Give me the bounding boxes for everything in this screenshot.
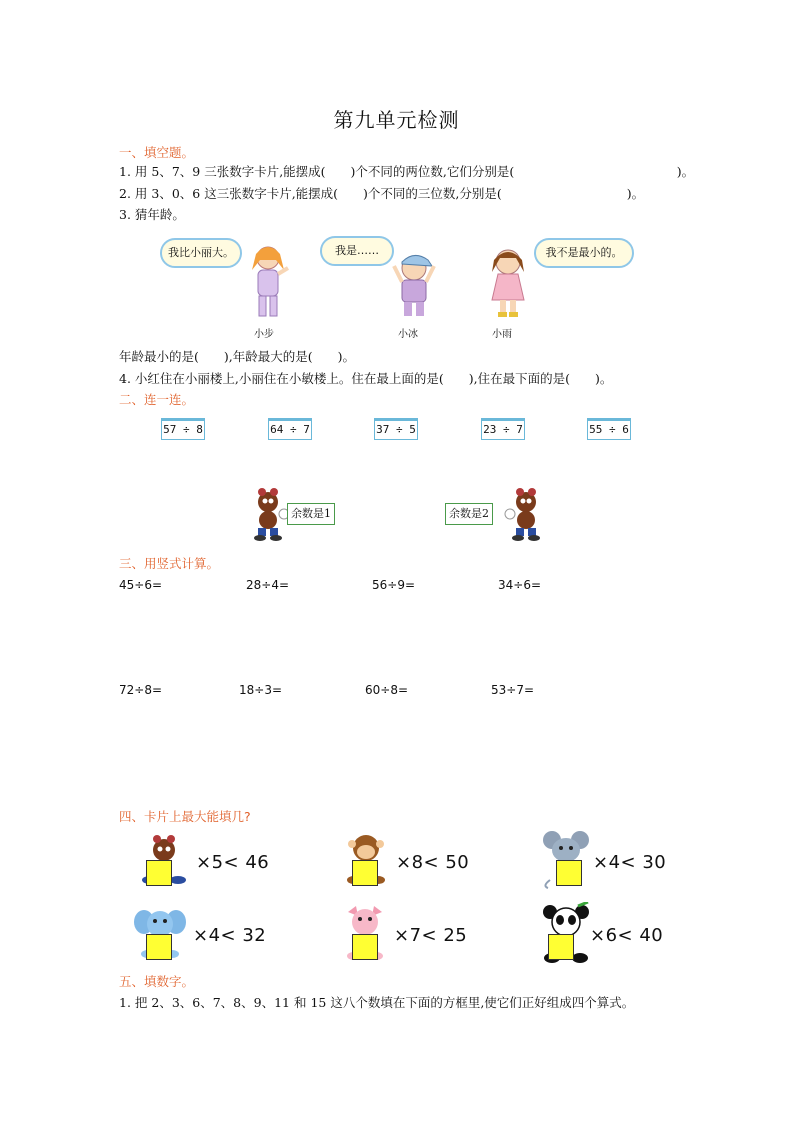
kid-label-1: 小步 [254,329,274,340]
division-card-3[interactable]: 37 ÷ 5 [374,418,418,440]
answer-box-5[interactable] [352,934,378,960]
speech-bubble-3: 我不是最小的。 [534,238,634,268]
section-4-heading: 四、卡片上最大能填几? [119,809,251,824]
answer-box-3[interactable] [556,860,582,886]
question-2: 2. 用 3、0、6 这三张数字卡片,能摆成( )个不同的三位数,分别是( )。 [119,186,645,201]
remainder-2-card[interactable]: 余数是2 [445,503,493,525]
question-1: 1. 用 5、7、9 三张数字卡片,能摆成( )个不同的两位数,它们分别是( )。 [119,164,695,179]
section-5-question-1: 1. 把 2、3、6、7、8、9、11 和 15 这八个数填在下面的方框里,使它们正好组成四个算式。 [119,995,635,1010]
speech-bubble-2: 我是…… [320,236,394,266]
boy-icon [386,248,446,320]
calc-6: 18÷3= [239,683,283,697]
girl-icon [240,240,300,322]
kid-label-3: 小雨 [492,329,512,340]
calc-5: 72÷8= [119,683,163,697]
division-card-1[interactable]: 57 ÷ 8 [161,418,205,440]
calc-7: 60÷8= [365,683,409,697]
answer-box-4[interactable] [146,934,172,960]
division-card-4[interactable]: 23 ÷ 7 [481,418,525,440]
section-3-heading: 三、用竖式计算。 [119,556,220,571]
calc-2: 28÷4= [246,578,290,592]
calc-8: 53÷7= [491,683,535,697]
calc-3: 56÷9= [372,578,416,592]
answer-box-1[interactable] [146,860,172,886]
inequality-6: ×6< 40 [590,925,664,946]
division-card-5[interactable]: 55 ÷ 6 [587,418,631,440]
inequality-2: ×8< 50 [396,852,470,873]
section-2-heading: 二、连一连。 [119,392,195,407]
page-title: 第九单元检测 [333,108,460,132]
inequality-4: ×4< 32 [193,925,267,946]
kid-label-2: 小冰 [398,329,418,340]
inequality-1: ×5< 46 [196,852,270,873]
remainder-1-card[interactable]: 余数是1 [287,503,335,525]
ant-character-2-icon [504,486,546,544]
division-card-2[interactable]: 64 ÷ 7 [268,418,312,440]
speech-bubble-1: 我比小丽大。 [160,238,242,268]
question-3: 3. 猜年龄。 [119,207,185,222]
answer-box-6[interactable] [548,934,574,960]
calc-1: 45÷6= [119,578,163,592]
section-1-heading: 一、填空题。 [119,145,195,160]
girl-2-icon [480,244,540,322]
question-4: 4. 小红住在小丽楼上,小丽住在小敏楼上。住在最上面的是( ),住在最下面的是( )。 [119,371,613,386]
calc-4: 34÷6= [498,578,542,592]
inequality-5: ×7< 25 [394,925,468,946]
inequality-3: ×4< 30 [593,852,667,873]
answer-box-2[interactable] [352,860,378,886]
section-5-heading: 五、填数字。 [119,974,195,989]
ant-character-icon [248,486,290,544]
question-3-answer: 年龄最小的是( ),年龄最大的是( )。 [119,349,355,364]
